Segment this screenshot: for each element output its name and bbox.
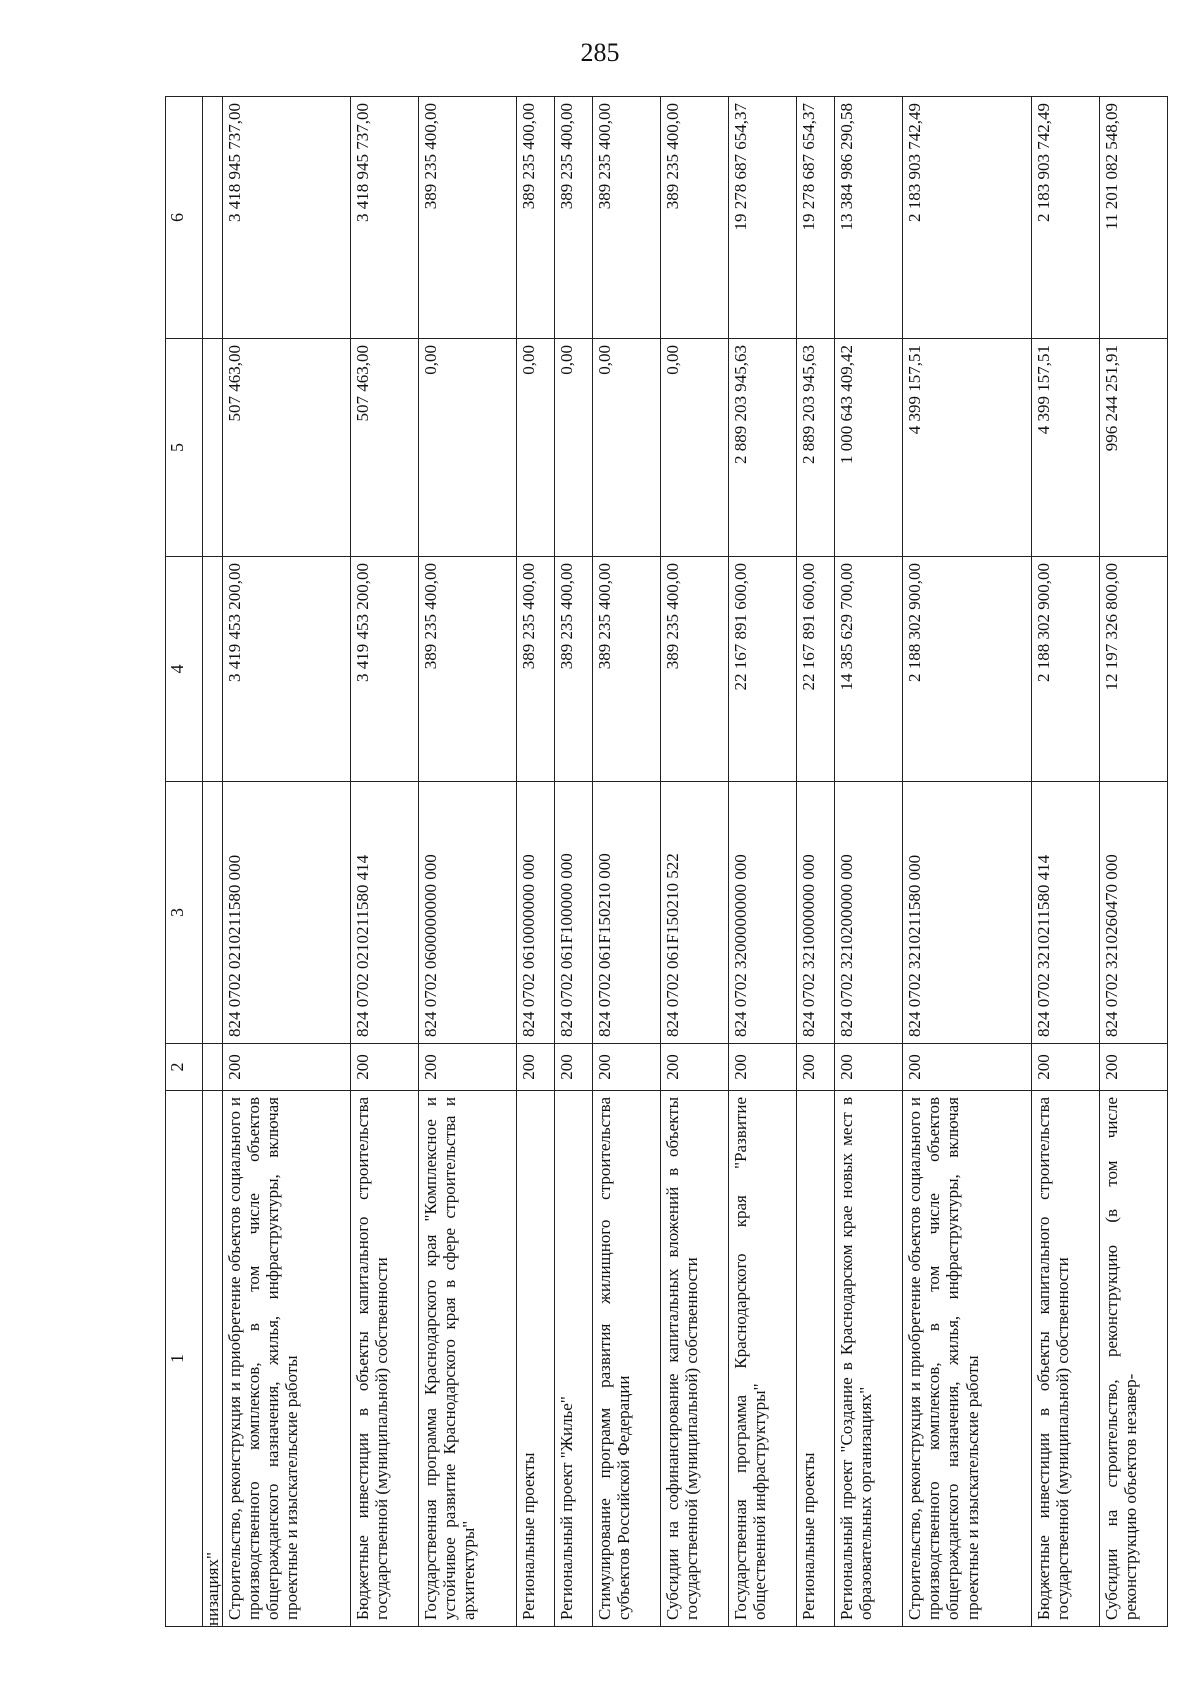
table-row [835,97,903,1627]
header-cell: 1 [166,1091,203,1627]
table-row [350,97,418,1627]
row-admin-code: 200 [661,1044,729,1091]
row-budget-code: 824 0702 3210211580 000 [903,782,1031,1044]
row-name: Строительство, реконструкция и приобретение объектов социального и производственного комплексов, в том числе объектов общегражданского назначения, жилья, инфраструктуры, включая проектные и изыскательские работы [903,1091,1031,1627]
row-budget-code: 824 0702 061F150210 000 [593,782,661,1044]
row-budget-code: 824 0702 3210200000 000 [835,782,903,1044]
rotated-table-container [165,97,1168,1627]
row-admin-code: 200 [555,1044,593,1091]
row-remaining-amount: 2 889 203 945,63 [729,339,797,557]
empty-cell [202,97,222,339]
row-executed-amount: 3 418 945 737,00 [350,97,418,339]
row-name: Региональные проекты [797,1091,835,1627]
table-row [555,97,593,1627]
row-admin-code: 200 [517,1044,555,1091]
row-budget-code: 824 0702 3210000000 000 [797,782,835,1044]
header-cell: 2 [166,1044,203,1091]
table-row [517,97,555,1627]
row-plan-amount: 22 167 891 600,00 [797,557,835,782]
header-cell: 4 [166,557,203,782]
row-name: Строительство, реконструкция и приобретение объектов социального и производственного комплексов, в том числе объектов общегражданского назначения, жилья, инфраструктуры, включая проектные и изыскательские работы [222,1091,350,1627]
row-executed-amount: 389 235 400,00 [418,97,516,339]
table-header-row [166,97,203,1627]
table-row [593,97,661,1627]
row-remaining-amount: 0,00 [593,339,661,557]
row-plan-amount: 12 197 326 800,00 [1099,557,1167,782]
row-budget-code: 824 0702 061F100000 000 [555,782,593,1044]
row-executed-amount: 389 235 400,00 [555,97,593,339]
row-name: Государственная программа Краснодарского края "Развитие общественной инфраструктуры" [729,1091,797,1627]
row-name: Бюджетные инвестиции в объекты капитального строительства государственной (муниципальной) собственности [350,1091,418,1627]
row-plan-amount: 14 385 629 700,00 [835,557,903,782]
table-row [661,97,729,1627]
empty-cell [202,339,222,557]
row-remaining-amount: 507 463,00 [350,339,418,557]
row-admin-code: 200 [729,1044,797,1091]
page-number: 285 [580,38,620,67]
row-plan-amount: 3 419 453 200,00 [350,557,418,782]
empty-cell [202,557,222,782]
table-row [903,97,1031,1627]
row-remaining-amount: 2 889 203 945,63 [797,339,835,557]
row-admin-code: 200 [418,1044,516,1091]
row-executed-amount: 389 235 400,00 [517,97,555,339]
row-admin-code: 200 [835,1044,903,1091]
row-executed-amount: 389 235 400,00 [661,97,729,339]
row-name: Субсидии на строительство, реконструкцию (в том числе реконструкцию объектов незавер- [1099,1091,1167,1627]
table-row [222,97,350,1627]
row-plan-amount: 389 235 400,00 [555,557,593,782]
row-admin-code: 200 [797,1044,835,1091]
row-name: Стимулирование программ развития жилищного строительства субъектов Российской Федерации [593,1091,661,1627]
row-executed-amount: 19 278 687 654,37 [729,97,797,339]
row-executed-amount: 2 183 903 742,49 [903,97,1031,339]
row-plan-amount: 389 235 400,00 [517,557,555,782]
table-row [1031,97,1099,1627]
row-name: Региональный проект "Жилье" [555,1091,593,1627]
row-budget-code: 824 0702 3210260470 000 [1099,782,1167,1044]
row-executed-amount: 389 235 400,00 [593,97,661,339]
row-admin-code: 200 [593,1044,661,1091]
row-executed-amount: 19 278 687 654,37 [797,97,835,339]
row-admin-code: 200 [1031,1044,1099,1091]
row-admin-code: 200 [903,1044,1031,1091]
row-budget-code: 824 0702 3210211580 414 [1031,782,1099,1044]
row-name: Бюджетные инвестиции в объекты капитального строительства государственной (муниципальной) собственности [1031,1091,1099,1627]
empty-cell [202,782,222,1044]
table-row [1099,97,1167,1627]
table-row [797,97,835,1627]
budget-table [165,96,1168,1627]
header-cell: 3 [166,782,203,1044]
row-name: Субсидии на софинансирование капитальных вложений в объекты государственной (муниципальной) собственности [661,1091,729,1627]
table-row [418,97,516,1627]
row-budget-code: 824 0702 0210211580 000 [222,782,350,1044]
row-plan-amount: 2 188 302 900,00 [1031,557,1099,782]
row-admin-code: 200 [1099,1044,1167,1091]
row-name: Государственная программа Краснодарского края "Комплексное и устойчивое развитие Краснодарского края в сфере строительства и архитектуры" [418,1091,516,1627]
row-plan-amount: 389 235 400,00 [593,557,661,782]
continuation-text: низациях" [202,1091,222,1627]
row-remaining-amount: 0,00 [661,339,729,557]
row-budget-code: 824 0702 3200000000 000 [729,782,797,1044]
row-budget-code: 824 0702 0600000000 000 [418,782,516,1044]
row-executed-amount: 13 384 986 290,58 [835,97,903,339]
empty-cell [202,1044,222,1091]
row-remaining-amount: 4 399 157,51 [903,339,1031,557]
row-plan-amount: 389 235 400,00 [418,557,516,782]
row-executed-amount: 2 183 903 742,49 [1031,97,1099,339]
row-admin-code: 200 [350,1044,418,1091]
continuation-row [202,97,222,1627]
row-remaining-amount: 4 399 157,51 [1031,339,1099,557]
header-cell: 5 [166,339,203,557]
row-budget-code: 824 0702 0210211580 414 [350,782,418,1044]
row-executed-amount: 3 418 945 737,00 [222,97,350,339]
row-plan-amount: 22 167 891 600,00 [729,557,797,782]
header-cell: 6 [166,97,203,339]
row-budget-code: 824 0702 0610000000 000 [517,782,555,1044]
row-remaining-amount: 0,00 [555,339,593,557]
row-budget-code: 824 0702 061F150210 522 [661,782,729,1044]
row-remaining-amount: 0,00 [517,339,555,557]
row-remaining-amount: 1 000 643 409,42 [835,339,903,557]
table-row [729,97,797,1627]
row-admin-code: 200 [222,1044,350,1091]
row-executed-amount: 11 201 082 548,09 [1099,97,1167,339]
row-remaining-amount: 0,00 [418,339,516,557]
row-name: Региональные проекты [517,1091,555,1627]
row-name: Региональный проект "Создание в Краснодарском крае новых мест в образовательных организациях" [835,1091,903,1627]
row-remaining-amount: 996 244 251,91 [1099,339,1167,557]
row-plan-amount: 389 235 400,00 [661,557,729,782]
row-remaining-amount: 507 463,00 [222,339,350,557]
row-plan-amount: 3 419 453 200,00 [222,557,350,782]
row-plan-amount: 2 188 302 900,00 [903,557,1031,782]
table-body [166,97,1168,1627]
